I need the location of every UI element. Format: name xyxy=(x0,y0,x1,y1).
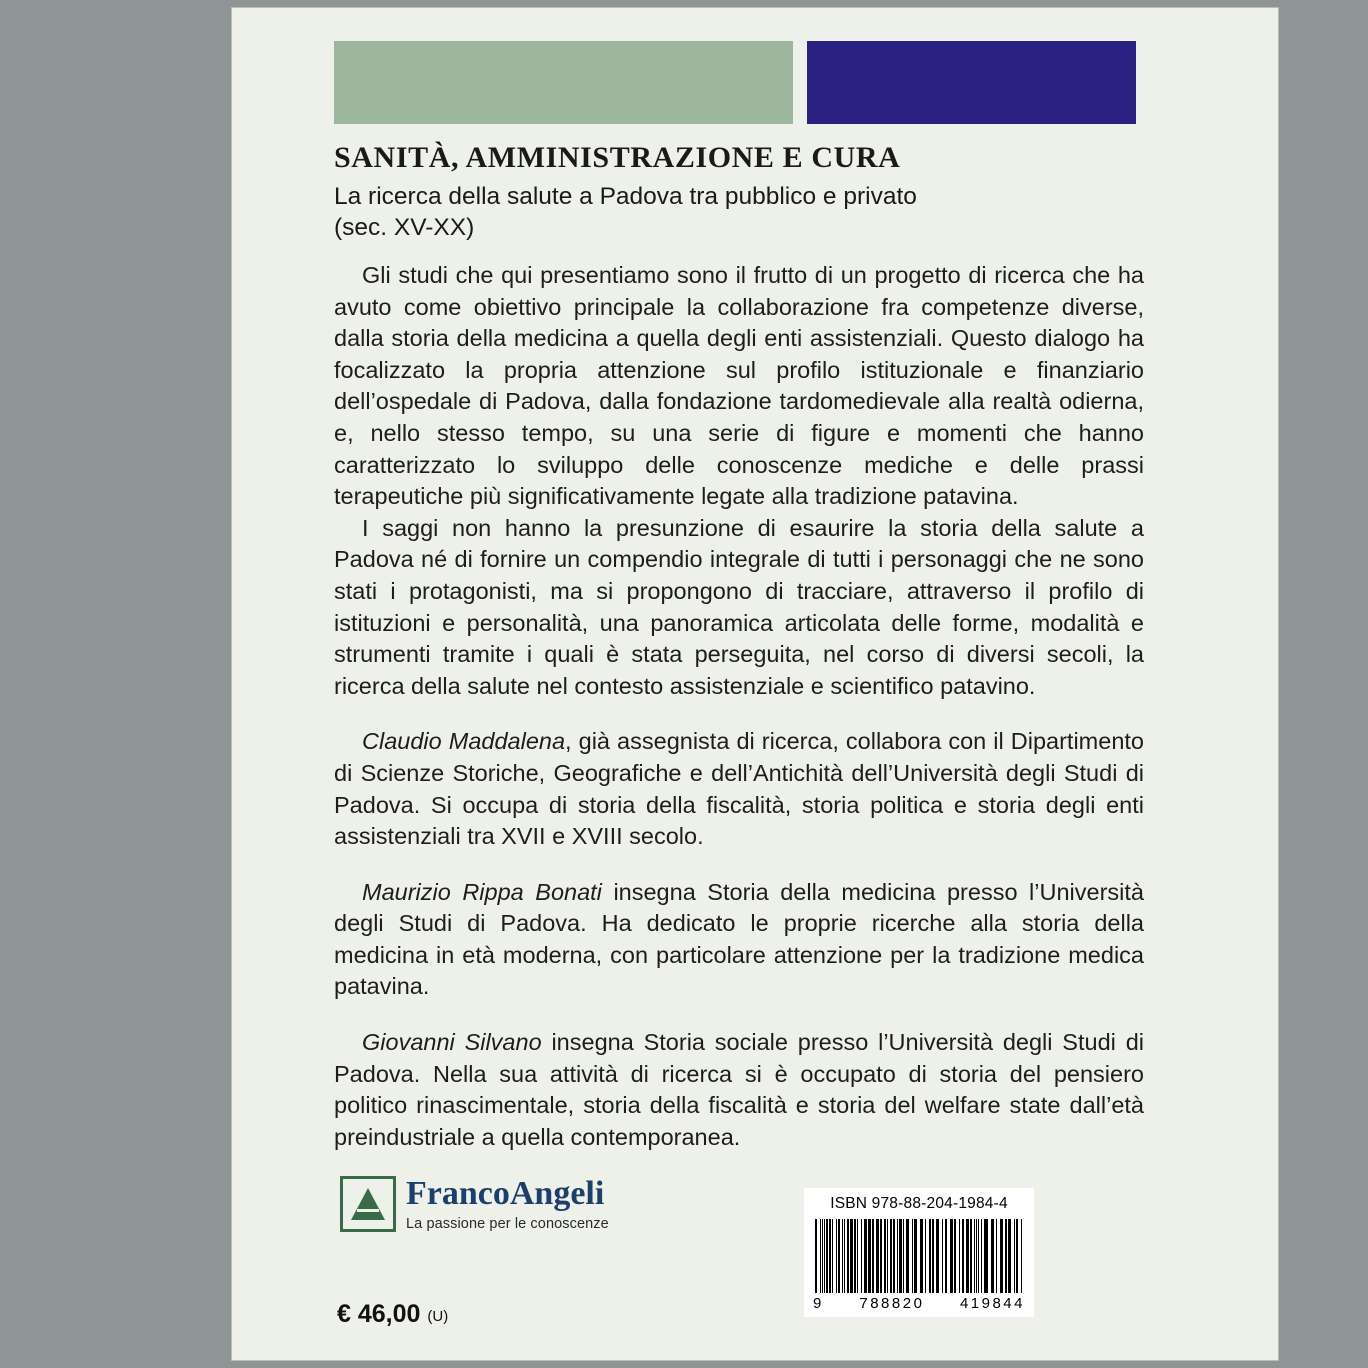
page-title: SANITÀ, AMMINISTRAZIONE E CURA xyxy=(334,141,901,174)
price-label xyxy=(337,1300,448,1329)
author-bio-text-3: insegna Storia sociale presso l’Università degli Studi di Padova. Nella sua attività di ricerca si è occupato di storia del pensiero politico rinascimentale, storia della fiscalità e storia del welfare state dall’età preindustriale a quella contemporanea. xyxy=(334,1029,1144,1150)
barcode-digit-group-1: 788820 xyxy=(859,1295,925,1312)
price-amount: € 46,00 xyxy=(337,1300,421,1328)
author-bio-text-1: , già assegnista di ricerca, collabora con il Dipartimento di Scienze Storiche, Geografiche e dell’Antichità dell’Università degli Studi di Padova. Si occupa di storia della fiscalità, storia politica e storia degli enti assistenziali tra XVII e XVIII secolo. xyxy=(334,728,1145,850)
subtitle-line-1: La ricerca della salute a Padova tra pubblico e privato xyxy=(334,183,917,210)
header-bar-green xyxy=(334,41,793,124)
blurb-text xyxy=(334,260,1144,1153)
author-bio-1 xyxy=(334,726,1144,852)
author-bio-3 xyxy=(334,1027,1144,1153)
triangle-logo-icon xyxy=(340,1176,396,1232)
blurb-paragraph-2: I saggi non hanno la presunzione di esaurire la storia della salute a Padova né di fornire un compendio integrale di tutti i personaggi che ne sono stati i protagonisti, ma si propongono di tracciare, attraverso il profilo di istituzioni e personalità, una panoramica articolata delle forme, modalità e strumenti tramite i quali è stata perseguita, nel corso di diversi secoli, la ricerca della salute nel contesto assistenziale e scientifico patavino. xyxy=(334,514,1144,699)
publisher-name-second: Angeli xyxy=(509,1175,605,1212)
publisher-name xyxy=(406,1177,609,1211)
author-name-2: Maurizio Rippa Bonati xyxy=(362,878,602,905)
publisher-name-first: Franco xyxy=(406,1175,510,1212)
barcode-digits xyxy=(805,1293,1033,1312)
author-bio-text-2: insegna Storia della medicina presso l’Università degli Studi di Padova. Ha dedicato le proprie ricerche alla storia della medicina in età moderna, con particolare attenzione per la tradizione medica patavina. xyxy=(334,878,1144,1000)
publisher-tagline: La passione per le conoscenze xyxy=(406,1216,609,1232)
isbn-label: ISBN 978-88-204-1984-4 xyxy=(830,1195,1008,1212)
barcode-digit-group-2: 419844 xyxy=(959,1295,1025,1312)
author-name-1: Claudio Maddalena xyxy=(362,728,566,755)
author-name-3: Giovanni Silvano xyxy=(362,1029,542,1056)
header-bar-gap xyxy=(793,41,807,124)
book-back-cover xyxy=(232,8,1278,1360)
title-block xyxy=(334,141,1144,244)
author-bio-2 xyxy=(334,877,1144,1003)
header-bar-blue xyxy=(807,41,1136,124)
header-color-bars xyxy=(334,41,1136,124)
barcode-digit-left: 9 xyxy=(813,1295,824,1312)
blurb-paragraph-1: Gli studi che qui presentiamo sono il frutto di un progetto di ricerca che ha avuto come obiettivo principale la collaborazione fra competenze diverse, dalla storia della medicina a quella degli enti assistenziali. Questo dialogo ha focalizzato la propria attenzione sul profilo istituzionale e finanziario dell’ospedale di Padova, dalla fondazione tardomedievale alla realtà odierna, e, nello stesso tempo, su una serie di figure e momenti che hanno caratterizzato lo sviluppo delle conoscenze mediche e delle prassi terapeutiche più significativamente legate alla tradizione patavina. xyxy=(334,262,1144,510)
subtitle-line-2: (sec. XV-XX) xyxy=(334,214,475,242)
price-vat-note: (U) xyxy=(427,1308,449,1325)
barcode-image xyxy=(815,1219,1023,1293)
publisher-logo xyxy=(340,1176,760,1232)
isbn-barcode-block xyxy=(804,1188,1034,1317)
